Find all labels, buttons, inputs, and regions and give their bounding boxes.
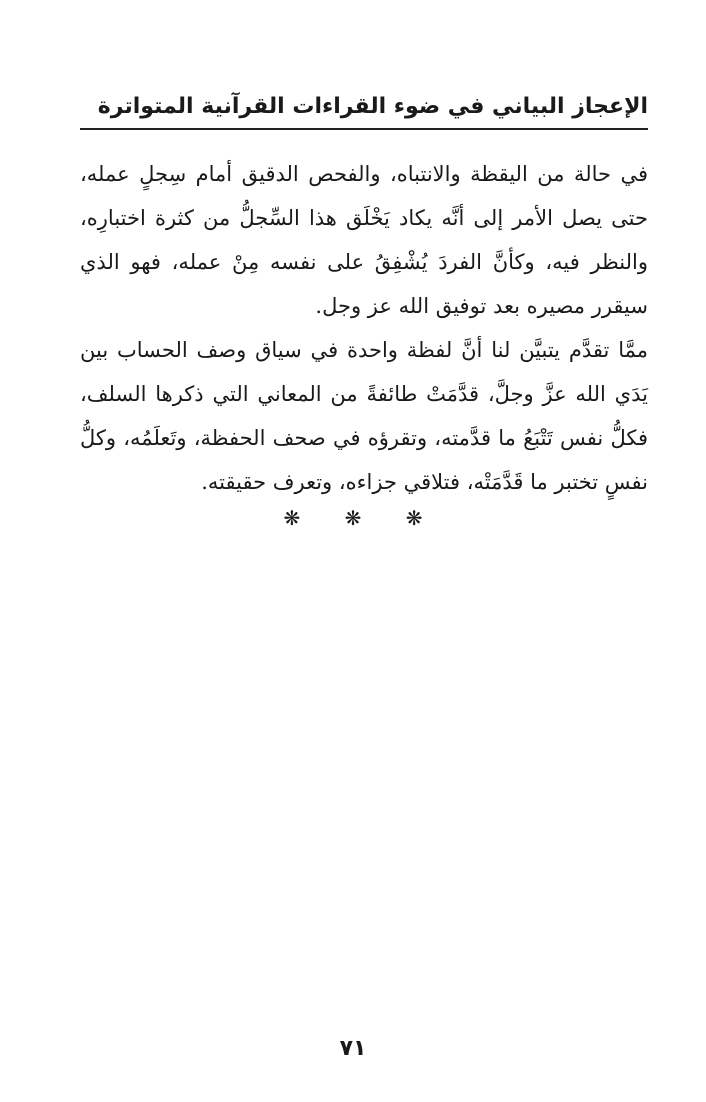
paragraph-2: ممَّا تقدَّم يتبيَّن لنا أنَّ لفظة واحدة في سياق وصف الحساب بين يَدَي الله عزَّ وجلَّ، قدَّمَتْ طائفةً من المعاني التي ذكرها السلف، فكلُّ نفس تَتْبَعُ ما قدَّمته، وتقرؤه في صحف الحفظة، وتَعلَمُه، وكلُّ نفسٍ تختبر ما قَدَّمَتْه، فتلاقي جزاءه، وتعرف حقيقته. xyxy=(80,338,648,494)
separator-star-icon: ❋ xyxy=(405,506,423,530)
separator-star-icon: ❋ xyxy=(344,506,362,530)
paragraph-1: في حالة من اليقظة والانتباه، والفحص الدقيق أمام سِجلٍ عمله، حتى يصل الأمر إلى أنَّه يكاد يَخْلَق هذا السِّجلُّ من كثرة اختبارِه، والنظر فيه، وكأنَّ الفردَ يُشْفِقُ على نفسه مِنْ عمله، فهو الذي سيقرر مصيره بعد توفيق الله عز وجل. xyxy=(80,162,648,318)
separator-star-icon: ❋ xyxy=(283,506,301,530)
body-text xyxy=(80,152,648,504)
header-rule xyxy=(80,128,648,130)
section-separator xyxy=(0,506,706,530)
running-header-title: الإعجاز البياني في ضوء القراءات القرآنية المتواترة xyxy=(97,94,648,119)
page-number: ٧١ xyxy=(339,1036,367,1061)
